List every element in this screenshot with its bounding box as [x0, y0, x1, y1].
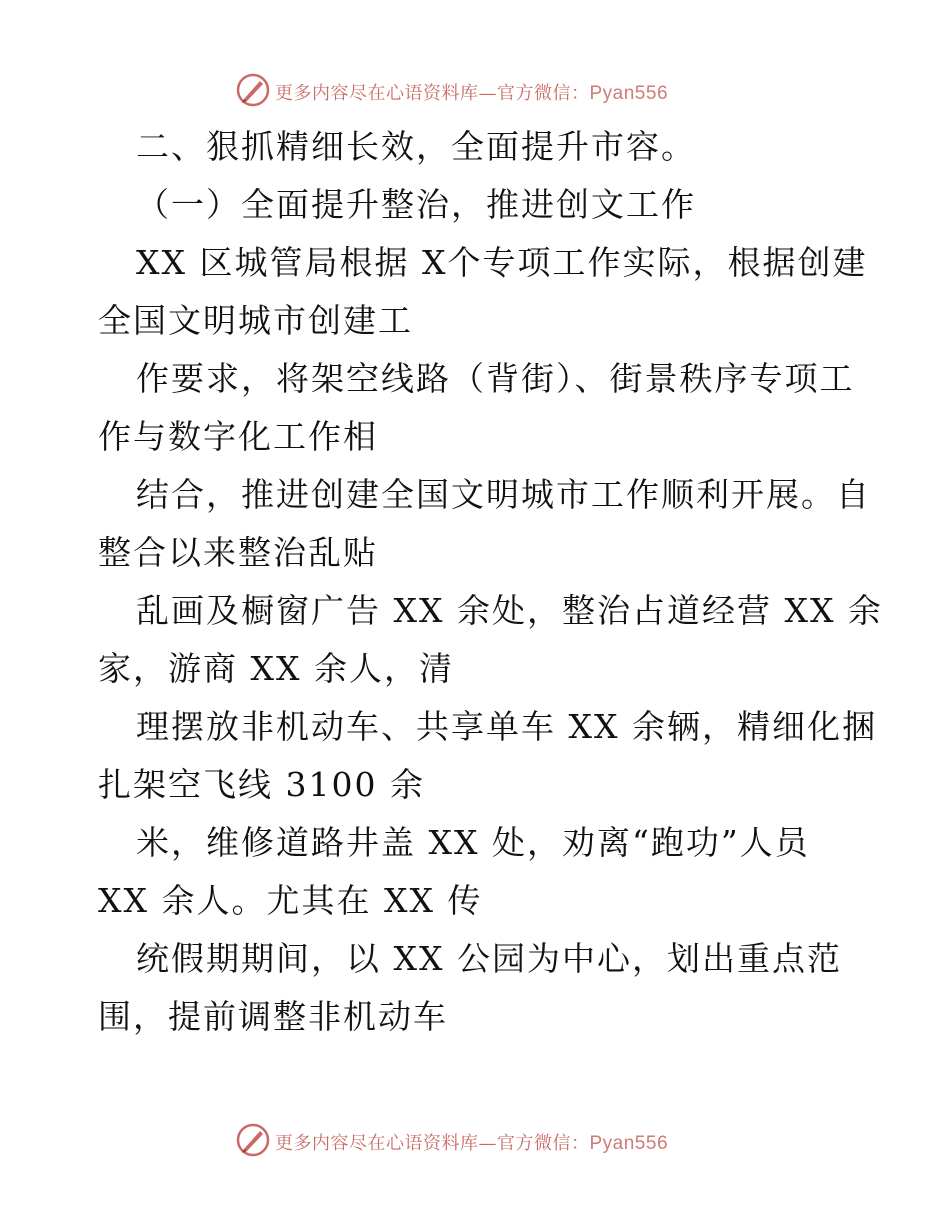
paragraph-line: 家，游商 XX 余人，清: [98, 649, 454, 688]
document-body: [98, 118, 883, 1046]
paragraph-line: 乱画及橱窗广告 XX 余处，整治占道经营 XX 余: [136, 591, 883, 630]
paragraph-line: 结合，推进创建全国文明城市工作顺利开展。自: [136, 475, 871, 514]
subsection-heading: （一）全面提升整治，推进创文工作: [136, 185, 696, 224]
header-watermark: [235, 72, 715, 108]
pen-quill-logo-icon: [235, 72, 271, 108]
watermark-account: Pyan556: [589, 83, 669, 104]
watermark-text: 更多内容尽在心语资料库—官方微信：Pyan556: [275, 83, 669, 104]
paragraph-line: 作要求，将架空线路（背街）、街景秩序专项工: [136, 359, 855, 398]
paragraph-line: 围，提前调整非机动车: [98, 997, 448, 1036]
paragraph-line: 整合以来整治乱贴: [98, 533, 378, 572]
paragraph-line: 作与数字化工作相: [98, 417, 378, 456]
section-heading: 二、狠抓精细长效，全面提升市容。: [136, 127, 696, 166]
pen-quill-logo-icon: [235, 1122, 271, 1158]
paragraph-line: XX 区城管局根据 X个专项工作实际，根据创建: [136, 243, 868, 282]
paragraph-line: 扎架空飞线 3100 余: [98, 765, 425, 804]
watermark-text: 更多内容尽在心语资料库—官方微信：Pyan556: [275, 1133, 669, 1154]
watermark-account: Pyan556: [589, 1133, 669, 1154]
paragraph-line: 全国文明城市创建工: [98, 301, 413, 340]
paragraph-line: 理摆放非机动车、共享单车 XX 余辆，精细化捆: [136, 707, 877, 746]
paragraph-line: 米，维修道路井盖 XX 处，劝离“跑功”人员: [136, 823, 810, 862]
paragraph-line: 统假期期间，以 XX 公园为中心，划出重点范: [136, 939, 842, 978]
paragraph-line: XX 余人。尤其在 XX 传: [98, 881, 483, 920]
footer-watermark: [235, 1122, 715, 1158]
